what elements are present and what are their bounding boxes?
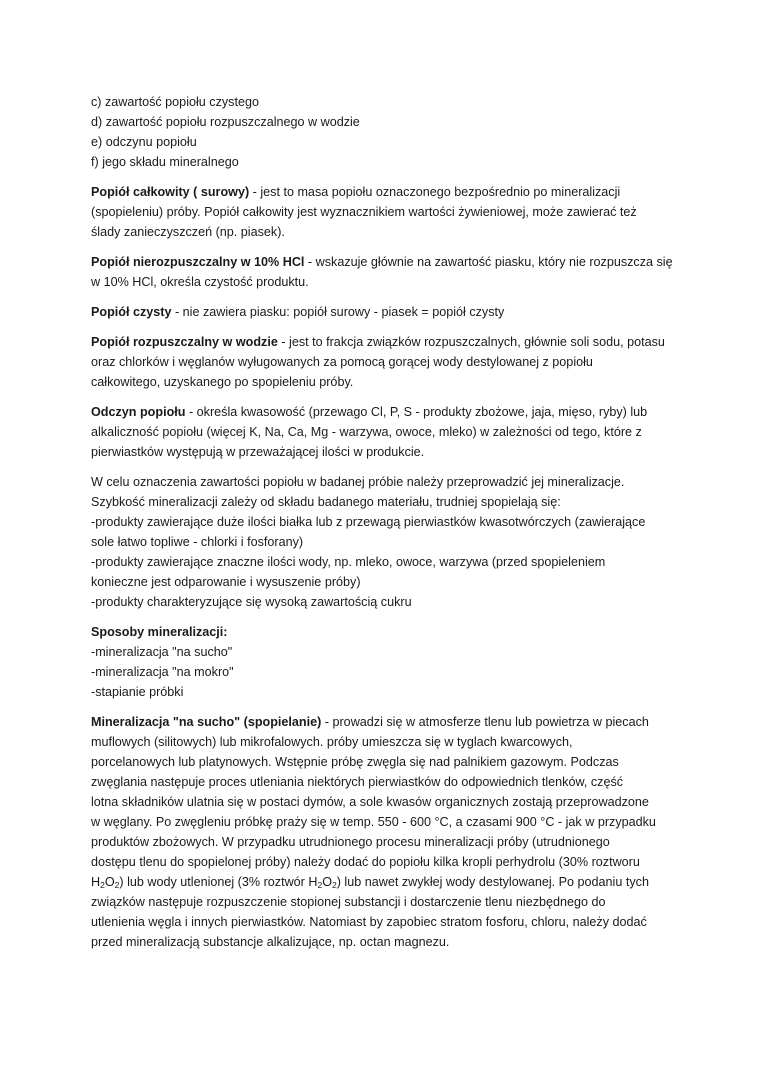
ash-content-list [91,92,681,172]
list-item: f) jego składu mineralnego [91,155,239,169]
soluble-ash-paragraph: Popiół rozpuszczalny w wodzie - jest to frakcja związków rozpuszczalnych, głównie soli sodu, potasu oraz chlorków i węglanów wyługowanych za pomocą gorącej wody destylowanej z popiołu całkowitego, uzyskanego po spopieleniu próby. [91,335,665,389]
ash-reaction-paragraph: Odczyn popiołu - określa kwasowość (przewago Cl, P, S - produkty zbożowe, jaja, mięso, ryby) lub alkaliczność popiołu (więcej K, Na, Ca, Mg - warzywa, owoce, mleko) w zależności od tego, które z pierwiastków występują w przeważającej ilości w produkcie. [91,405,648,459]
total-ash-term: Popiół całkowity ( surowy) [91,185,250,199]
list-item: c) zawartość popiołu czystego [91,95,259,109]
ash-reaction-term: Odczyn popiołu [91,405,186,419]
pure-ash-paragraph: Popiół czysty - nie zawiera piasku: popiół surowy - piasek = popiół czysty [91,305,505,319]
list-item: d) zawartość popiołu rozpuszczalnego w wodzie [91,115,360,129]
list-item: -mineralizacja "na sucho" [91,645,233,659]
insoluble-ash-paragraph: Popiół nierozpuszczalny w 10% HCl - wskazuje głównie na zawartość piasku, który nie rozpuszcza się w 10% HCl, określa czystość produktu. [91,255,673,289]
list-item: -stapianie próbki [91,685,184,699]
list-item: -mineralizacja "na mokro" [91,665,234,679]
insoluble-ash-term: Popiół nierozpuszczalny w 10% HCl [91,255,305,269]
list-item: e) odczynu popiołu [91,135,197,149]
determination-paragraph: W celu oznaczenia zawartości popiołu w badanej próbie należy przeprowadzić jej mineralizacje. Szybkość mineralizacji zależy od składu badanego materiału, trudniej spopielają się: -produkty zawierające duże ilości białka lub z przewagą pierwiastków kwasotwórczych (zawierające sole łatwo topliwe - chlorki i fosforany) -produkty zawierające znaczne ilości wody, np. mleko, owoce, warzywa (przed spopieleniem konieczne jest odparowanie i wysuszenie próby) -produkty charakteryzujące się wysoką zawartością cukru [91,475,646,609]
mineralization-methods [91,622,681,702]
dry-mineralization-paragraph: Mineralizacja "na sucho" (spopielanie) - prowadzi się w atmosferze tlenu lub powietrza w piecach muflowych (silitowych) lub mikrofalowych. próby umieszcza się w tyglach kwarcowych, porcelanowych lub platynowych. Wstępnie próbę zwęgla się nad palnikiem gazowym. Podczas zwęglania następuje proces utleniania niektórych pierwiastków do odpowiednich tlenków, część lotna składników ulatnia się w postaci dymów, a sole kwasów organicznych zostają przeprowadzone w węglany. Po zwęgleniu próbkę praży się w temp. 550 - 600 °C, a czasami 900 °C - jak w przypadku produktów zbożowych. W przypadku utrudnionego procesu mineralizacji próby (utrudnionego dostępu tlenu do spopielonej próby) należy dodać do popiołu kilka kropli perhydrolu (30% roztworu $H_2O_2$) lub wody utlenionej (3% roztwór $H_2O_2$) lub nawet zwykłej wody destylowanej. Po podaniu tych związków następuje rozpuszczenie stopionej substancji i dostarczenie tlenu niezbędnego do utlenienia węgla i innych pierwiastków. Natomiast by zapobiec stratom fosforu, chloru, należy dodać przed mineralizacją substancje alkalizujące, np. octan magnezu. [91,712,681,952]
total-ash-paragraph: Popiół całkowity ( surowy) - jest to masa popiołu oznaczonego bezpośrednio po mineralizacji (spopieleniu) próby. Popiół całkowity jest wyznacznikiem wartości żywieniowej, może zawierać też ślady zanieczyszczeń (np. piasek). [91,185,637,239]
h2o2-formula-line: $H_2O_2$) lub wody utlenionej (3% roztwór $H_2O_2$) lub nawet zwykłej wody destylowanej. Po podaniu tych [91,875,649,890]
dry-mineralization-term: Mineralizacja "na sucho" (spopielanie) [91,715,322,729]
pure-ash-term: Popiół czysty [91,305,172,319]
document-body [91,92,681,962]
methods-heading: Sposoby mineralizacji: [91,625,228,639]
soluble-ash-term: Popiół rozpuszczalny w wodzie [91,335,278,349]
